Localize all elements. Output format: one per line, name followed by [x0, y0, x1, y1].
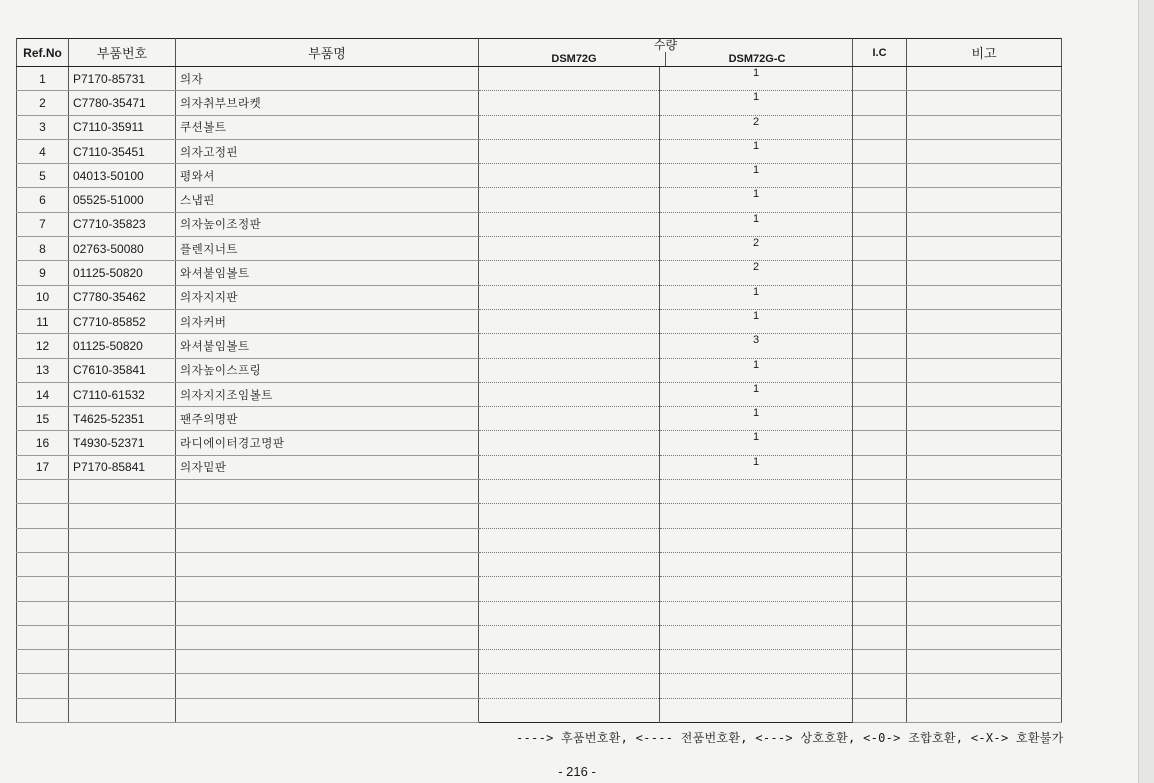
cell-part-name: 쿠션볼트 — [176, 115, 479, 139]
cell-ref: 13 — [17, 358, 69, 382]
cell-ic — [853, 431, 907, 455]
cell-remarks — [907, 261, 1062, 285]
cell-part-number — [69, 577, 176, 601]
cell-ref: 1 — [17, 67, 69, 91]
cell-qty-dsm72g — [479, 212, 660, 236]
cell-ref — [17, 650, 69, 674]
cell-remarks — [907, 237, 1062, 261]
cell-qty-dsm72g-c: 1 — [660, 212, 853, 236]
cell-ic — [853, 601, 907, 625]
header-quantity — [479, 39, 853, 67]
cell-ref: 4 — [17, 139, 69, 163]
cell-qty-dsm72g-c: 1 — [660, 139, 853, 163]
cell-qty-dsm72g — [479, 625, 660, 649]
cell-ic — [853, 91, 907, 115]
cell-ref: 11 — [17, 309, 69, 333]
cell-remarks — [907, 309, 1062, 333]
parts-table-body — [17, 67, 1062, 723]
cell-ic — [853, 261, 907, 285]
cell-ic — [853, 504, 907, 528]
cell-ic — [853, 698, 907, 722]
cell-part-name: 의자지지판 — [176, 285, 479, 309]
cell-part-number: C7110-35451 — [69, 139, 176, 163]
header-ic: I.C — [853, 39, 907, 67]
cell-part-name: 평와셔 — [176, 164, 479, 188]
cell-remarks — [907, 650, 1062, 674]
cell-part-name: 와셔붙임볼트 — [176, 334, 479, 358]
cell-qty-dsm72g-c: 2 — [660, 115, 853, 139]
cell-qty-dsm72g — [479, 115, 660, 139]
cell-qty-dsm72g-c — [660, 528, 853, 552]
cell-part-number: C7610-35841 — [69, 358, 176, 382]
cell-qty-dsm72g-c: 2 — [660, 237, 853, 261]
page-edge — [1138, 0, 1154, 783]
cell-qty-dsm72g-c: 1 — [660, 67, 853, 91]
cell-qty-dsm72g-c — [660, 552, 853, 576]
table-row — [17, 67, 1062, 91]
cell-part-number — [69, 674, 176, 698]
cell-ic — [853, 674, 907, 698]
empty-table-row — [17, 480, 1062, 504]
cell-remarks — [907, 285, 1062, 309]
cell-ic — [853, 334, 907, 358]
table-row — [17, 139, 1062, 163]
cell-part-name: 의자밑판 — [176, 455, 479, 479]
header-remarks: 비고 — [907, 39, 1062, 67]
cell-part-number — [69, 552, 176, 576]
cell-remarks — [907, 674, 1062, 698]
cell-remarks — [907, 601, 1062, 625]
cell-qty-dsm72g-c — [660, 504, 853, 528]
cell-remarks — [907, 528, 1062, 552]
cell-part-number: 04013-50100 — [69, 164, 176, 188]
cell-ic — [853, 650, 907, 674]
cell-part-name: 의자높이조정판 — [176, 212, 479, 236]
table-row — [17, 382, 1062, 406]
cell-ref: 8 — [17, 237, 69, 261]
cell-part-number: 02763-50080 — [69, 237, 176, 261]
cell-part-name — [176, 698, 479, 722]
cell-part-number: 05525-51000 — [69, 188, 176, 212]
header-part-number: 부품번호 — [69, 39, 176, 67]
page-number: - 216 - — [558, 764, 596, 779]
cell-ic — [853, 480, 907, 504]
cell-qty-dsm72g — [479, 601, 660, 625]
cell-qty-dsm72g-c: 1 — [660, 431, 853, 455]
cell-remarks — [907, 577, 1062, 601]
header-ref: Ref.No — [17, 39, 69, 67]
cell-qty-dsm72g-c: 1 — [660, 91, 853, 115]
table-row — [17, 358, 1062, 382]
cell-qty-dsm72g-c: 1 — [660, 407, 853, 431]
cell-part-number: P7170-85731 — [69, 67, 176, 91]
cell-qty-dsm72g — [479, 164, 660, 188]
cell-qty-dsm72g — [479, 504, 660, 528]
cell-qty-dsm72g-c: 1 — [660, 455, 853, 479]
cell-part-number — [69, 601, 176, 625]
cell-part-number: C7780-35471 — [69, 91, 176, 115]
cell-qty-dsm72g-c: 1 — [660, 358, 853, 382]
cell-qty-dsm72g-c: 2 — [660, 261, 853, 285]
cell-qty-dsm72g — [479, 309, 660, 333]
cell-qty-dsm72g — [479, 480, 660, 504]
cell-ref — [17, 625, 69, 649]
cell-part-name: 의자 — [176, 67, 479, 91]
cell-qty-dsm72g-c — [660, 601, 853, 625]
cell-qty-dsm72g — [479, 431, 660, 455]
cell-ref: 6 — [17, 188, 69, 212]
cell-ic — [853, 188, 907, 212]
empty-table-row — [17, 601, 1062, 625]
empty-table-row — [17, 577, 1062, 601]
cell-part-number: C7110-35911 — [69, 115, 176, 139]
cell-part-number: C7110-61532 — [69, 382, 176, 406]
header-row — [17, 39, 1062, 67]
cell-part-number: C7710-85852 — [69, 309, 176, 333]
empty-table-row — [17, 674, 1062, 698]
cell-ic — [853, 212, 907, 236]
cell-part-name: 와셔붙임볼트 — [176, 261, 479, 285]
cell-qty-dsm72g-c: 1 — [660, 188, 853, 212]
cell-ref: 10 — [17, 285, 69, 309]
cell-remarks — [907, 358, 1062, 382]
cell-ic — [853, 358, 907, 382]
cell-part-name — [176, 674, 479, 698]
cell-qty-dsm72g — [479, 698, 660, 722]
cell-ref: 2 — [17, 91, 69, 115]
cell-qty-dsm72g-c — [660, 698, 853, 722]
cell-ref: 17 — [17, 455, 69, 479]
cell-remarks — [907, 188, 1062, 212]
empty-table-row — [17, 552, 1062, 576]
table-row — [17, 164, 1062, 188]
cell-part-number — [69, 528, 176, 552]
table-row — [17, 237, 1062, 261]
cell-remarks — [907, 552, 1062, 576]
cell-qty-dsm72g-c — [660, 650, 853, 674]
cell-part-name: 플렌지너트 — [176, 237, 479, 261]
cell-part-number: 01125-50820 — [69, 261, 176, 285]
cell-ref — [17, 528, 69, 552]
cell-ref: 16 — [17, 431, 69, 455]
table-row — [17, 212, 1062, 236]
cell-remarks — [907, 115, 1062, 139]
table-row — [17, 455, 1062, 479]
parts-table — [16, 38, 1062, 723]
cell-qty-dsm72g — [479, 139, 660, 163]
cell-ref — [17, 577, 69, 601]
cell-qty-dsm72g-c: 1 — [660, 309, 853, 333]
cell-ref: 15 — [17, 407, 69, 431]
cell-qty-dsm72g — [479, 455, 660, 479]
cell-qty-dsm72g — [479, 261, 660, 285]
cell-remarks — [907, 212, 1062, 236]
cell-part-name — [176, 650, 479, 674]
cell-ic — [853, 309, 907, 333]
table-row — [17, 188, 1062, 212]
cell-ic — [853, 407, 907, 431]
cell-part-name: 의자커버 — [176, 309, 479, 333]
cell-part-name — [176, 528, 479, 552]
cell-qty-dsm72g-c — [660, 625, 853, 649]
cell-part-name — [176, 625, 479, 649]
cell-qty-dsm72g-c — [660, 674, 853, 698]
cell-qty-dsm72g — [479, 237, 660, 261]
cell-part-number — [69, 480, 176, 504]
cell-qty-dsm72g — [479, 674, 660, 698]
cell-ref: 14 — [17, 382, 69, 406]
interchangeability-legend: ----> 후품번호환, <---- 전품번호환, <---> 상호호환, <-0-> 조합호환, <-X-> 호환불가 — [516, 731, 1064, 745]
table-row — [17, 334, 1062, 358]
empty-table-row — [17, 625, 1062, 649]
cell-ic — [853, 164, 907, 188]
cell-ref: 5 — [17, 164, 69, 188]
cell-remarks — [907, 382, 1062, 406]
cell-part-number — [69, 698, 176, 722]
cell-ref: 12 — [17, 334, 69, 358]
cell-part-name: 스냅핀 — [176, 188, 479, 212]
cell-ref — [17, 480, 69, 504]
cell-remarks — [907, 139, 1062, 163]
cell-ic — [853, 382, 907, 406]
cell-remarks — [907, 67, 1062, 91]
cell-ic — [853, 67, 907, 91]
cell-part-name: 의자고정핀 — [176, 139, 479, 163]
empty-table-row — [17, 504, 1062, 528]
cell-part-name: 라디에이터경고명판 — [176, 431, 479, 455]
cell-part-name — [176, 577, 479, 601]
cell-ic — [853, 139, 907, 163]
cell-part-name: 팬주의명판 — [176, 407, 479, 431]
cell-ref — [17, 504, 69, 528]
cell-ic — [853, 115, 907, 139]
cell-remarks — [907, 334, 1062, 358]
cell-qty-dsm72g — [479, 67, 660, 91]
table-row — [17, 115, 1062, 139]
cell-ic — [853, 528, 907, 552]
cell-qty-dsm72g — [479, 285, 660, 309]
cell-part-name — [176, 601, 479, 625]
cell-part-number: T4625-52351 — [69, 407, 176, 431]
empty-table-row — [17, 528, 1062, 552]
table-row — [17, 431, 1062, 455]
cell-ic — [853, 577, 907, 601]
cell-qty-dsm72g-c — [660, 480, 853, 504]
cell-qty-dsm72g — [479, 407, 660, 431]
cell-qty-dsm72g — [479, 382, 660, 406]
cell-part-name — [176, 504, 479, 528]
cell-remarks — [907, 91, 1062, 115]
cell-remarks — [907, 455, 1062, 479]
cell-ic — [853, 237, 907, 261]
cell-part-number: P7170-85841 — [69, 455, 176, 479]
cell-remarks — [907, 407, 1062, 431]
cell-qty-dsm72g — [479, 334, 660, 358]
cell-qty-dsm72g — [479, 552, 660, 576]
cell-remarks — [907, 698, 1062, 722]
cell-part-number: C7710-35823 — [69, 212, 176, 236]
header-model-dsm72g: DSM72G — [551, 53, 597, 65]
cell-ref: 3 — [17, 115, 69, 139]
cell-qty-dsm72g — [479, 91, 660, 115]
cell-remarks — [907, 504, 1062, 528]
cell-ref — [17, 552, 69, 576]
empty-table-row — [17, 698, 1062, 722]
cell-part-number: 01125-50820 — [69, 334, 176, 358]
cell-part-name: 의자높이스프링 — [176, 358, 479, 382]
cell-part-number — [69, 625, 176, 649]
cell-qty-dsm72g — [479, 577, 660, 601]
cell-part-number: T4930-52371 — [69, 431, 176, 455]
cell-remarks — [907, 480, 1062, 504]
table-row — [17, 91, 1062, 115]
header-quantity-label: 수량 — [653, 38, 678, 52]
cell-part-name — [176, 552, 479, 576]
cell-ic — [853, 285, 907, 309]
header-part-name: 부품명 — [176, 39, 479, 67]
cell-ic — [853, 552, 907, 576]
cell-qty-dsm72g-c — [660, 577, 853, 601]
table-row — [17, 309, 1062, 333]
cell-qty-dsm72g-c: 3 — [660, 334, 853, 358]
empty-table-row — [17, 650, 1062, 674]
cell-qty-dsm72g — [479, 650, 660, 674]
cell-part-name — [176, 480, 479, 504]
cell-part-number — [69, 650, 176, 674]
cell-qty-dsm72g-c: 1 — [660, 164, 853, 188]
cell-qty-dsm72g-c: 1 — [660, 285, 853, 309]
table-row — [17, 261, 1062, 285]
cell-part-number — [69, 504, 176, 528]
cell-qty-dsm72g — [479, 188, 660, 212]
cell-ic — [853, 455, 907, 479]
table-row — [17, 407, 1062, 431]
cell-remarks — [907, 164, 1062, 188]
cell-ref: 7 — [17, 212, 69, 236]
cell-qty-dsm72g — [479, 358, 660, 382]
table-row — [17, 285, 1062, 309]
cell-part-name: 의자지지조임볼트 — [176, 382, 479, 406]
cell-remarks — [907, 625, 1062, 649]
cell-ref — [17, 674, 69, 698]
cell-ref: 9 — [17, 261, 69, 285]
cell-qty-dsm72g — [479, 528, 660, 552]
cell-ref — [17, 601, 69, 625]
header-model-dsm72g-c: DSM72G-C — [665, 52, 848, 66]
cell-part-number: C7780-35462 — [69, 285, 176, 309]
cell-ref — [17, 698, 69, 722]
cell-part-name: 의자취부브라켓 — [176, 91, 479, 115]
cell-remarks — [907, 431, 1062, 455]
cell-ic — [853, 625, 907, 649]
cell-qty-dsm72g-c: 1 — [660, 382, 853, 406]
